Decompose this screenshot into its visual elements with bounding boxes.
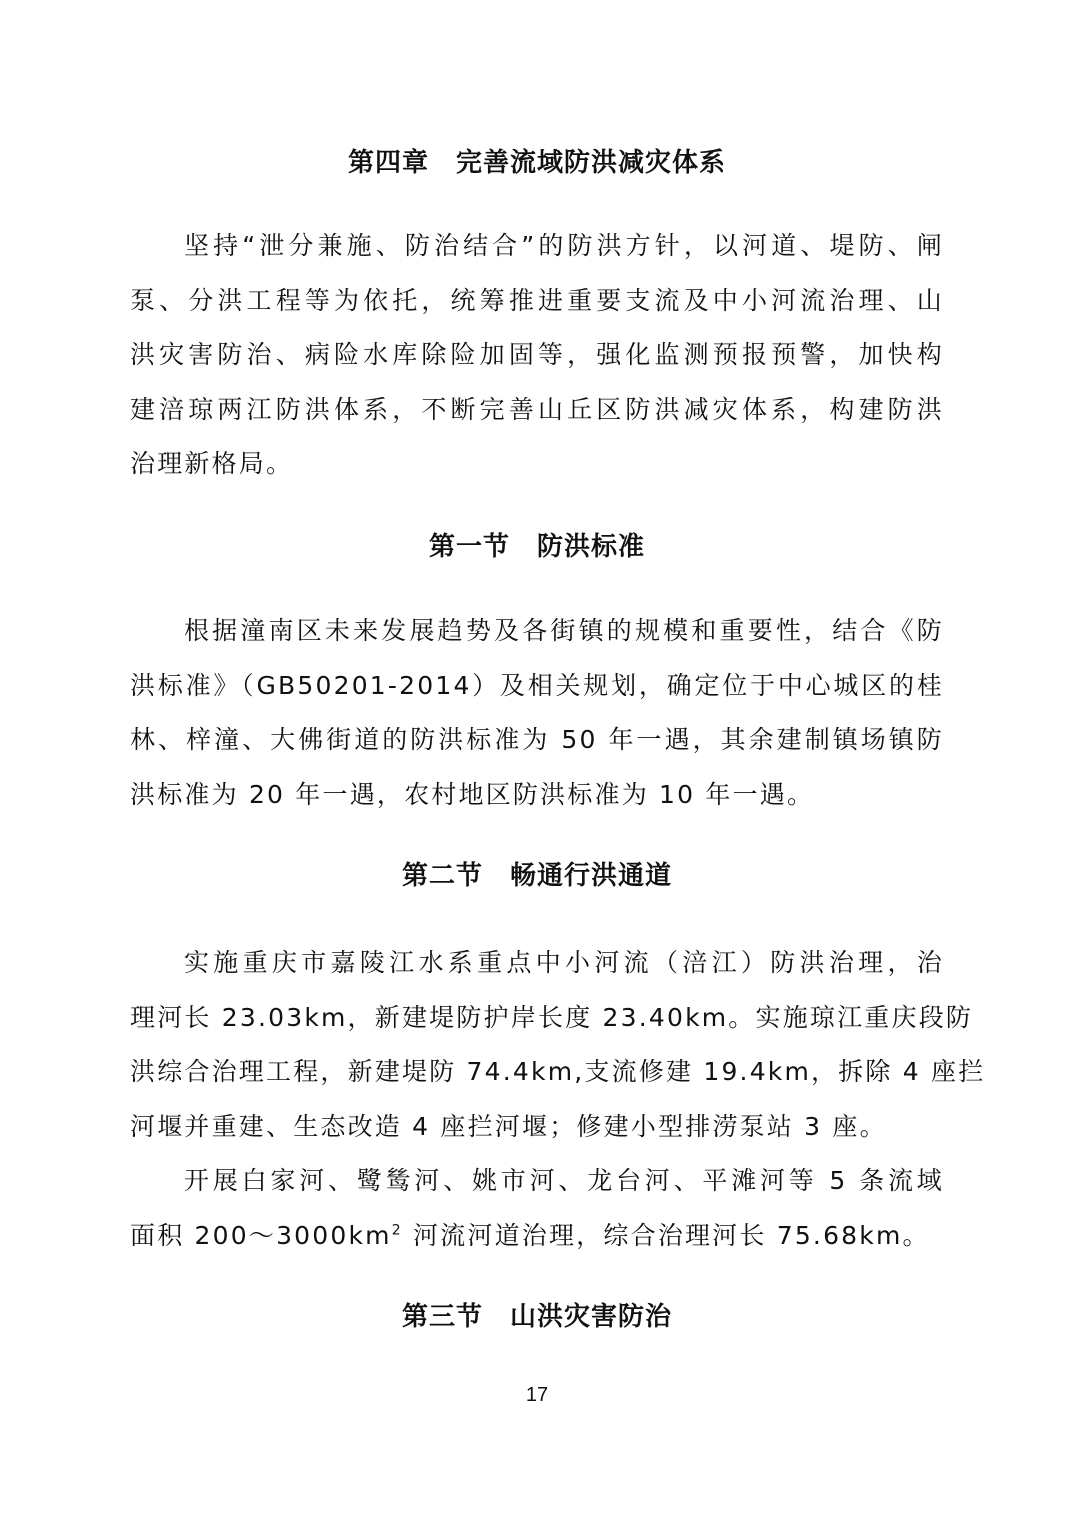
text-line: 洪综合治理工程，新建堤防 74.4km,支流修建 19.4km，拆除 4 座拦	[130, 1057, 986, 1086]
text-line	[130, 1209, 944, 1264]
section-2-title: 第二节 畅通行洪通道	[401, 861, 672, 891]
text-line: 林、梓潼、大佛街道的防洪标准为 50 年一遇，其余建制镇场镇防	[130, 725, 944, 754]
text-line: 河堰并重建、生态改造 4 座拦河堰；修建小型排涝泵站 3 座。	[130, 1111, 887, 1141]
section-3-title: 第三节 山洪灾害防治	[401, 1302, 672, 1332]
section-1-paragraph	[130, 604, 944, 822]
text-line: 坚持“泄分兼施、防治结合”的防洪方针，以河道、堤防、闸	[184, 231, 944, 260]
text-line: 洪灾害防治、病险水库除险加固等，强化监测预报预警，加快构	[130, 340, 944, 369]
section-2-paragraph-1	[130, 936, 986, 1154]
text-line: 开展白家河、鹭鸶河、姚市河、龙台河、平滩河等 5 条流域	[184, 1166, 944, 1195]
page-number: 17	[525, 1384, 549, 1406]
text-fragment: 面积 200～3000km	[130, 1220, 392, 1250]
chapter-intro-paragraph	[130, 219, 944, 492]
superscript: 2	[391, 1222, 403, 1239]
text-line: 建涪琼两江防洪体系，不断完善山丘区防洪减灾体系，构建防洪	[130, 394, 944, 424]
text-line: 洪标准》（GB50201-2014）及相关规划，确定位于中心城区的桂	[130, 670, 944, 700]
text-line: 根据潼南区未来发展趋势及各街镇的规模和重要性，结合《防	[184, 616, 944, 645]
text-line: 实施重庆市嘉陵江水系重点中小河流（涪江）防洪治理，治	[184, 948, 944, 977]
text-line: 洪标准为 20 年一遇，农村地区防洪标准为 10 年一遇。	[130, 779, 815, 809]
text-line: 泵、分洪工程等为依托，统筹推进重要支流及中小河流治理、山	[130, 285, 944, 315]
chapter-title: 第四章 完善流域防洪减灾体系	[347, 148, 726, 178]
text-line: 治理新格局。	[130, 449, 294, 478]
text-fragment: 河流河道治理，综合治理河长 75.68km。	[402, 1220, 930, 1250]
section-1-title: 第一节 防洪标准	[428, 532, 645, 562]
section-2-paragraph-2	[130, 1154, 944, 1263]
text-line: 理河长 23.03km，新建堤防护岸长度 23.40km。实施琼江重庆段防	[130, 1002, 974, 1032]
